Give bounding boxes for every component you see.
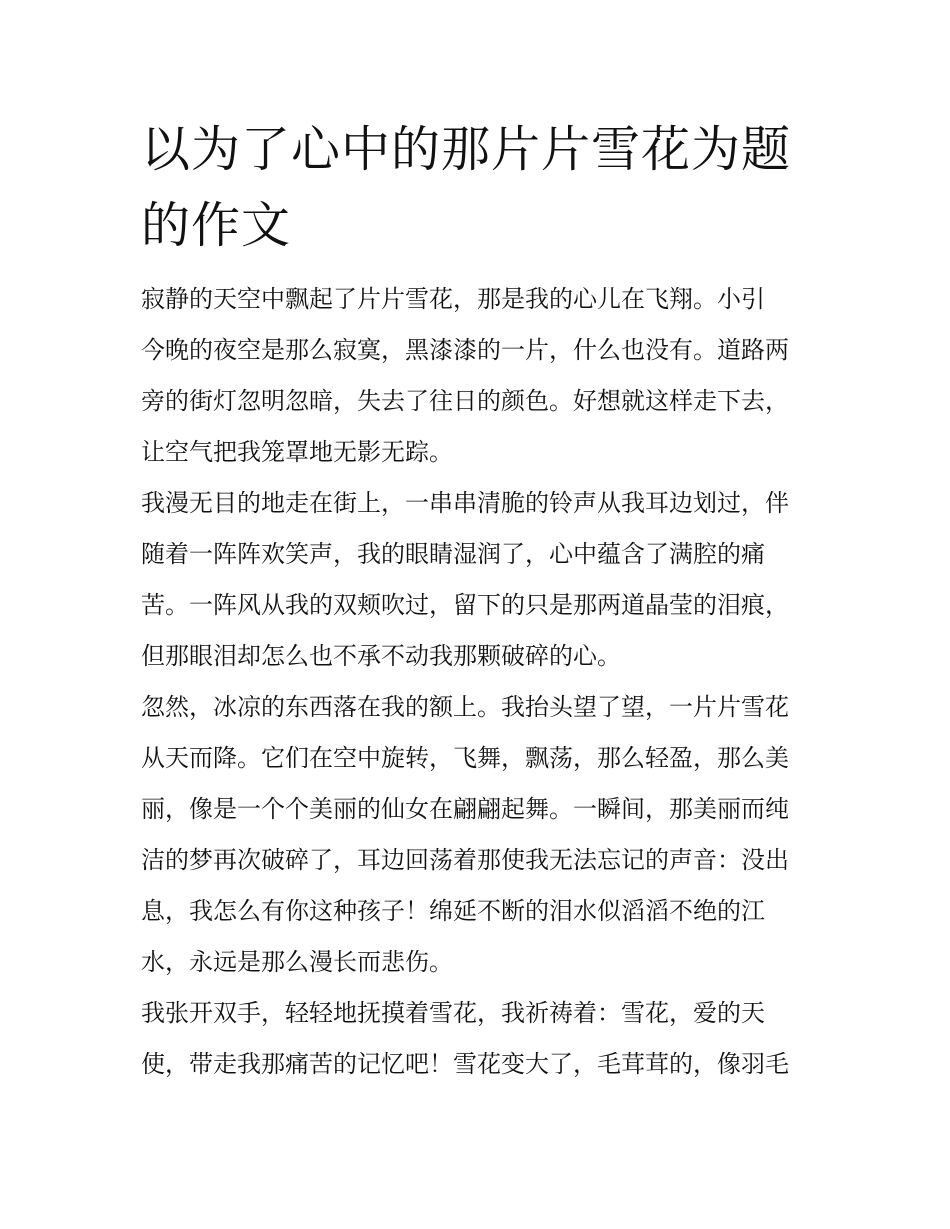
body-line: 随着一阵阵欢笑声，我的眼睛湿润了，心中蕴含了满腔的痛 [141,540,765,568]
body-line: 旁的街灯忽明忽暗，失去了往日的颜色。好想就这样走下去， [141,387,789,415]
body-line: 忽然，冰凉的东西落在我的额上。我抬头望了望，一片片雪花 [141,693,789,721]
document-title [141,112,813,264]
body-line: 但那眼泪却怎么也不承不动我那颗破碎的心。 [141,642,621,670]
body-line: 寂静的天空中飘起了片片雪花，那是我的心儿在飞翔。小引 [141,285,765,313]
body-line: 我漫无目的地走在街上，一串串清脆的铃声从我耳边划过，伴 [141,489,789,517]
title-line-2: 的作文 [141,197,292,254]
body-line: 我张开双手，轻轻地抚摸着雪花，我祈祷着：雪花，爱的天 [141,999,765,1027]
title-line-1: 以为了心中的那片片雪花为题 [141,121,792,178]
body-line: 水，永远是那么漫长而悲伤。 [141,948,453,976]
body-line: 今晚的夜空是那么寂寞，黑漆漆的一片，什么也没有。道路两 [141,336,789,364]
document-body [141,274,813,1090]
body-line: 使，带走我那痛苦的记忆吧！雪花变大了，毛茸茸的，像羽毛 [141,1050,789,1078]
body-line: 洁的梦再次破碎了，耳边回荡着那使我无法忘记的声音：没出 [141,846,789,874]
body-line: 息，我怎么有你这种孩子！绵延不断的泪水似滔滔不绝的江 [141,897,765,925]
body-line: 从天而降。它们在空中旋转，飞舞，飘荡，那么轻盈，那么美 [141,744,789,772]
document-page [141,112,813,1090]
body-line: 丽，像是一个个美丽的仙女在翩翩起舞。一瞬间，那美丽而纯 [141,795,789,823]
body-line: 苦。一阵风从我的双颊吹过，留下的只是那两道晶莹的泪痕， [141,591,789,619]
body-line: 让空气把我笼罩地无影无踪。 [141,438,453,466]
